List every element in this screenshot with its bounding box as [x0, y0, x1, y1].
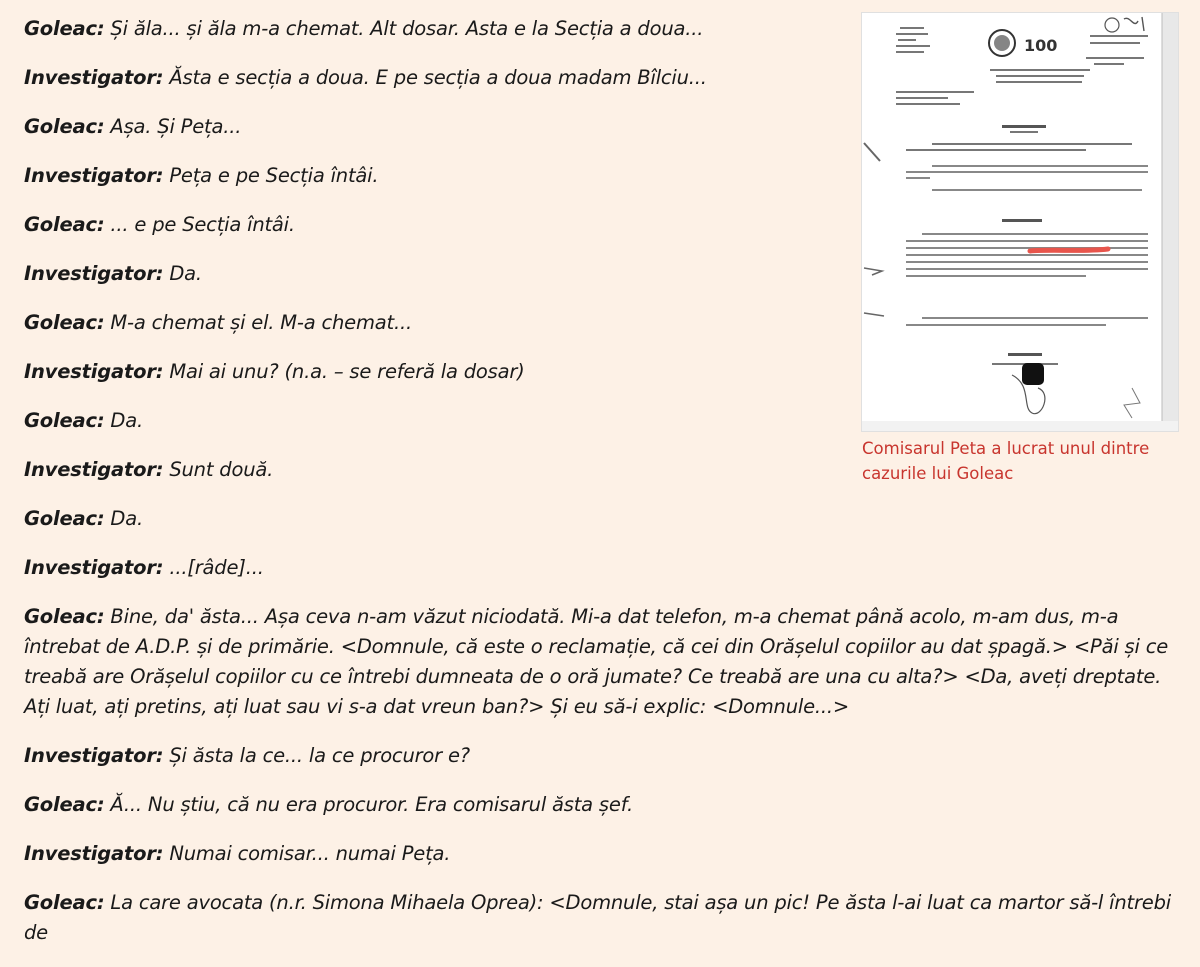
- speaker-label: Goleac:: [24, 17, 105, 40]
- dialogue-text: Mai ai unu? (n.a. – se referă la dosar): [163, 360, 525, 383]
- speaker-label: Goleac:: [24, 605, 105, 628]
- figure-caption: Comisarul Peta a lucrat unul dintre cazurile lui Goleac: [862, 439, 1150, 483]
- speaker-label: Investigator:: [24, 458, 164, 481]
- speaker-label: Goleac:: [24, 115, 105, 138]
- speaker-label: Goleac:: [24, 213, 105, 236]
- centenary-logo-icon: 100: [1024, 36, 1058, 55]
- dialogue-paragraph: [24, 790, 1189, 820]
- speaker-label: Investigator:: [24, 842, 164, 865]
- dialogue-text: Da.: [104, 507, 143, 530]
- dialogue-paragraph: [24, 308, 834, 338]
- dialogue-paragraph: [24, 357, 834, 387]
- speaker-label: Investigator:: [24, 360, 164, 383]
- dialogue-text: ... e pe Secția întâi.: [104, 213, 295, 236]
- dialogue-paragraph: [24, 504, 834, 534]
- speaker-label: Goleac:: [24, 409, 105, 432]
- red-highlight-mark: [1030, 249, 1108, 251]
- dialogue-text: Ă... Nu știu, că nu era procuror. Era comisarul ăsta șef.: [104, 793, 634, 816]
- dialogue-paragraph: [24, 210, 834, 240]
- dialogue-paragraph: [24, 741, 1189, 771]
- scanned-document-graphic: [862, 13, 1178, 431]
- dialogue-paragraph: [24, 888, 1189, 948]
- dialogue-text: ...[râde]...: [163, 556, 264, 579]
- dialogue-text: Și ăla... și ăla m-a chemat. Alt dosar. Asta e la Secția a doua...: [104, 17, 704, 40]
- speaker-label: Investigator:: [24, 556, 164, 579]
- dialogue-paragraph: [24, 63, 834, 93]
- dialogue-paragraph: [24, 161, 834, 191]
- dialogue-text: Peța e pe Secția întâi.: [163, 164, 379, 187]
- dialogue-text: Sunt două.: [163, 458, 274, 481]
- dialogue-text: Numai comisar... numai Peța.: [163, 842, 451, 865]
- speaker-label: Goleac:: [24, 311, 105, 334]
- dialogue-text: Așa. Și Peța...: [104, 115, 242, 138]
- dialogue-text: Da.: [163, 262, 202, 285]
- speaker-label: Goleac:: [24, 507, 105, 530]
- dialogue-paragraph: [24, 602, 1189, 722]
- dialogue-paragraph: [24, 14, 834, 44]
- dialogue-text: Și ăsta la ce... la ce procuror e?: [163, 744, 470, 767]
- dialogue-paragraph: [24, 553, 834, 583]
- scanned-ordinance-image: [861, 12, 1179, 432]
- dialogue-text: Ăsta e secția a doua. E pe secția a doua madam Bîlciu...: [163, 66, 707, 89]
- dialogue-paragraph: [24, 455, 834, 485]
- dialogue-text: M-a chemat și el. M-a chemat...: [104, 311, 412, 334]
- speaker-label: Investigator:: [24, 744, 164, 767]
- dialogue-text: La care avocata (n.r. Simona Mihaela Oprea): <Domnule, stai așa un pic! Pe ăsta l-ai luat ca martor să-l întrebi de: [24, 891, 1171, 944]
- speaker-label: Goleac:: [24, 793, 105, 816]
- redacted-signature: [1022, 363, 1044, 385]
- document-figure: [855, 8, 1190, 488]
- speaker-label: Investigator:: [24, 164, 164, 187]
- dialogue-paragraph: [24, 839, 1189, 869]
- speaker-label: Investigator:: [24, 66, 164, 89]
- dialogue-paragraph: [24, 112, 834, 142]
- dialogue-paragraph: [24, 259, 834, 289]
- speaker-label: Goleac:: [24, 891, 105, 914]
- dialogue-paragraph: [24, 406, 834, 436]
- speaker-label: Investigator:: [24, 262, 164, 285]
- dialogue-text: Bine, da' ăsta... Așa ceva n-am văzut niciodată. Mi-a dat telefon, m-a chemat până acolo, m-am dus, m-a întrebat de A.D.P. și de primărie. <Domnule, că este o reclamație, că cei din Orășelul copiilor au dat șpagă.> <Păi și ce treabă are Orășelul copiilor cu ce întrebi dumneata de o oră jumate? Ce treabă are una cu alta?> <Da, aveți dreptate. Ați luat, ați pretins, ați luat sau vi s-a dat vreun ban?> Și eu să-i explic: <Domnule...>: [24, 605, 1169, 718]
- dialogue-text: Da.: [104, 409, 143, 432]
